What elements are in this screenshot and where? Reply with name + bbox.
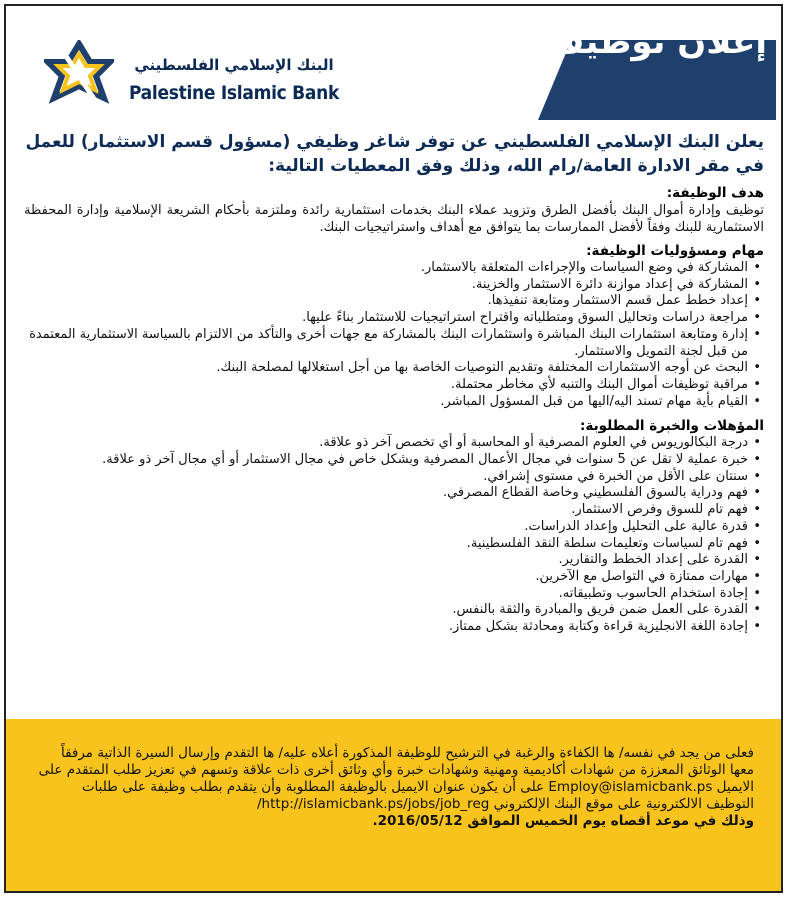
list-item: • مراقبة توظيفات أموال البنك والتنبه لأي مخاطر محتملة. — [24, 377, 764, 394]
list-item: • إدارة ومتابعة استثمارات البنك المباشرة واستثمارات البنك بالمشاركة مع جهات أخرى والتأكد من الالتزام بالسياسة الاستثمارية المعتمدة من قبل لجنة التمويل والاستثمار. — [24, 327, 764, 360]
list-item: • قدرة عالية على التحليل وإعداد الدراسات. — [24, 519, 764, 536]
list-item: • مهارات ممتازة في التواصل مع الآخرين. — [24, 569, 764, 586]
bank-name-arabic: البنك الإسلامي الفلسطيني — [134, 56, 334, 74]
pib-logo-icon — [44, 40, 114, 110]
list-item: • مراجعة دراسات وتحاليل السوق ومتطلباته واقتراح استراتيجيات للاستثمار بناءً عليها. — [24, 310, 764, 327]
list-item: • القدرة على العمل ضمن فريق والمبادرة والثقة بالنفس. — [24, 602, 764, 619]
application-box — [6, 719, 781, 891]
list-item: • المشاركة في إعداد موازنة دائرة الاستثمار والخزينة. — [24, 277, 764, 294]
list-item: • القدرة على إعداد الخطط والتقارير. — [24, 552, 764, 569]
list-item: • درجة البكالوريوس في العلوم المصرفية أو المحاسبة أو أي تخصص آخر ذو علاقة. — [24, 435, 764, 452]
list-item: • فهم ودراية بالسوق الفلسطيني وخاصة القطاع المصرفي. — [24, 485, 764, 502]
qualifications-list — [24, 435, 764, 635]
list-item: • فهم تام للسوق وفرص الاستثمار. — [24, 502, 764, 519]
list-item: • خبرة عملية لا تقل عن 5 سنوات في مجال الأعمال المصرفية وبشكل خاص في مجال الاستثمار أو أي مجال آخر ذو علاقة. — [24, 452, 764, 469]
ad-title: إعلان توظيف — [544, 22, 767, 62]
list-item: • البحث عن أوجه الاستثمارات المختلفة وتقديم التوصيات الخاصة بها من أجل استغلالها لمصلحة البنك. — [24, 360, 764, 377]
list-item: • إعداد خطط عمل قسم الاستثمار ومتابعة تنفيذها. — [24, 293, 764, 310]
list-item: • سنتان على الأقل من الخبرة في مستوى إشرافي. — [24, 469, 764, 486]
bank-name-english: Palestine Islamic Bank — [128, 82, 340, 104]
application-text: فعلى من يجد في نفسه/ ها الكفاءة والرغبة في الترشيح للوظيفة المذكورة أعلاه عليه/ ها التقدم وإرسال السيرة الذاتية مرفقاً معها الوثائق المعززة من شهادات أكاديمية ومهنية وشهادات خبرة وأي وثائق أخرى ذات علاقة وتسهم في تعزيز طلب المتقدم على الايميل Employ@islamicbank.ps على أن يكون عنوان الايميل بالوظيفة المطلوبة وأن يتقدم بطلب وظيفة على طلبات التوظيف الالكترونية على موقع البنك الإلكتروني http://islamicbank.ps/jobs/job_reg/ — [38, 745, 754, 812]
list-item: • إجادة اللغة الانجليزية قراءة وكتابة ومحادثة بشكل ممتاز. — [24, 619, 764, 636]
goal-title: هدف الوظيفة: — [666, 185, 764, 201]
duties-list — [24, 260, 764, 410]
list-item: • القيام بأية مهام تسند اليه/اليها من قبل المسؤول المباشر. — [24, 394, 764, 411]
header — [6, 6, 781, 126]
intro-text: يعلن البنك الإسلامي الفلسطيني عن توفر شاغر وظيفي (مسؤول قسم الاستثمار) للعمل في مقر الادارة العامة/رام الله، وذلك وفق المعطيات التالية: — [25, 132, 764, 176]
application-info — [34, 745, 754, 830]
qualifications-title: المؤهلات والخبرة المطلوبة: — [579, 418, 764, 435]
ad-content — [24, 130, 764, 639]
duties-title: مهام ومسؤوليات الوظيفة: — [586, 243, 764, 259]
list-item: • المشاركة في وضع السياسات والإجراءات المتعلقة بالاستثمار. — [24, 260, 764, 277]
goal-text: توظيف وإدارة أموال البنك بأفضل الطرق وتزويد عملاء البنك بخدمات استثمارية رائدة وملتزمة بأحكام الشريعة الإسلامية وإدارة المحفظة الاستثمارية للبنك وفقاً لأفضل الممارسات بما يتوافق مع أهداف واستراتيجيات البنك. — [24, 203, 764, 235]
list-item: • فهم تام لسياسات وتعليمات سلطة النقد الفلسطينية. — [24, 536, 764, 553]
list-item: • إجادة استخدام الحاسوب وتطبيقاته. — [24, 586, 764, 603]
job-ad-frame — [4, 4, 783, 893]
deadline-text: وذلك في موعد أقصاه يوم الخميس الموافق 2016/05/12. — [372, 813, 754, 829]
